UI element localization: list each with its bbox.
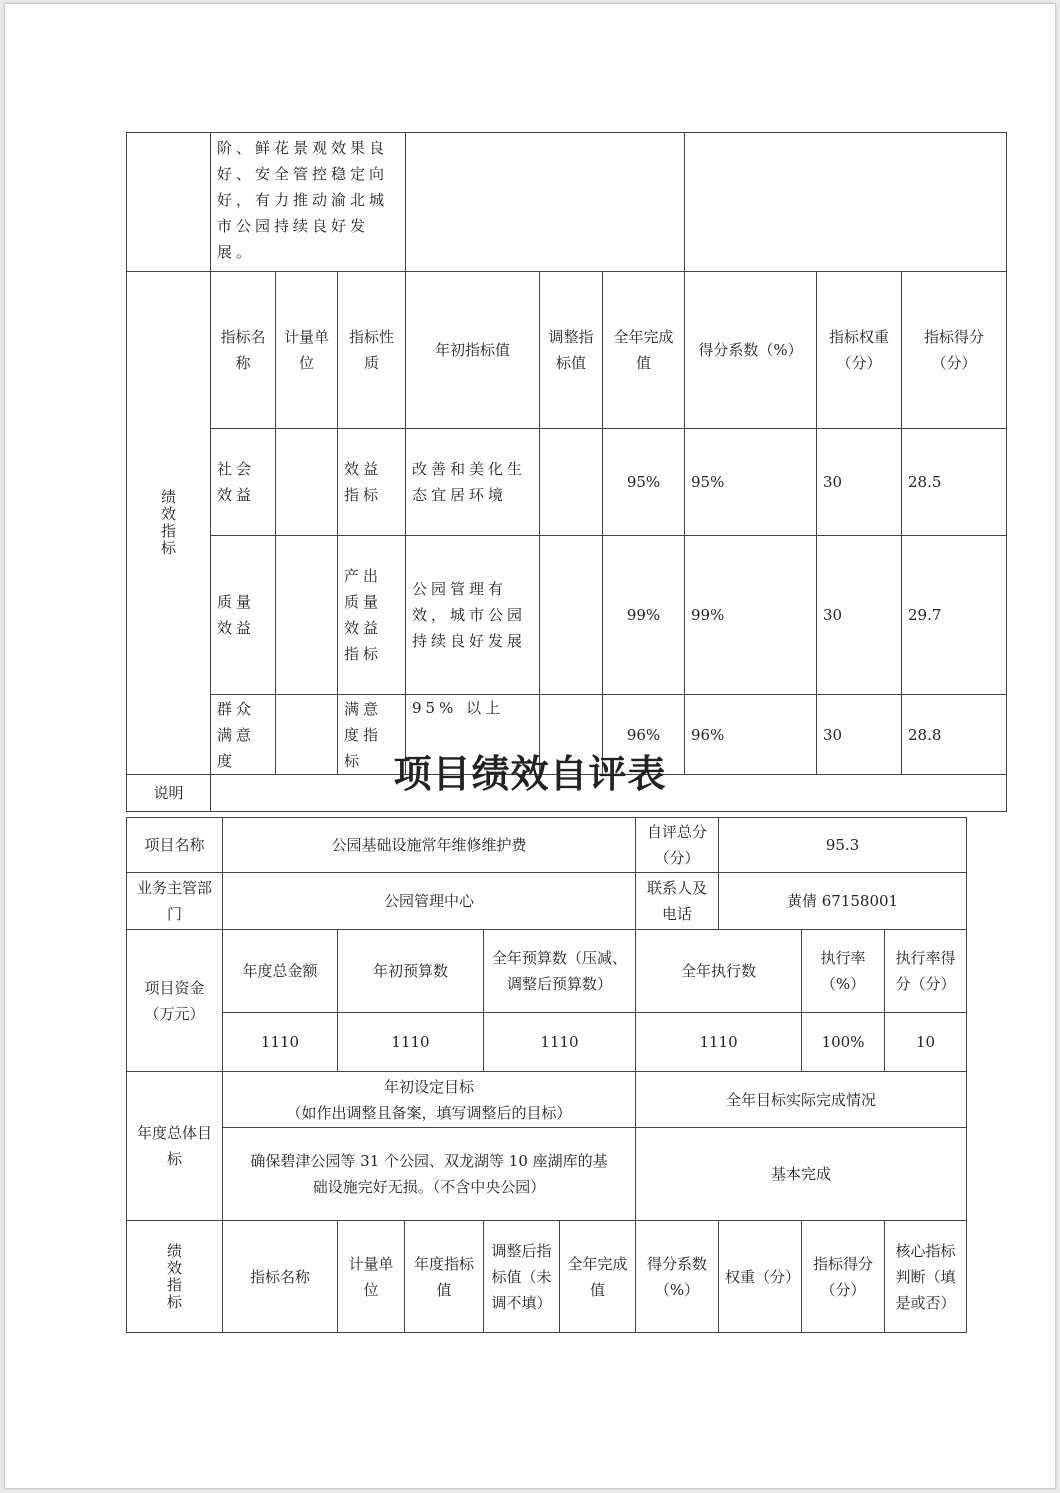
- contact: 黄倩 67158001: [719, 873, 967, 930]
- indicator-score: 28.5: [902, 429, 1007, 536]
- indicator-unit: [276, 429, 338, 536]
- indicator-name: 群众满意度: [211, 695, 276, 775]
- indicator-initial: 95% 以上: [406, 695, 540, 775]
- header-nature: 指标性质: [338, 272, 406, 429]
- indicator-coefficient: 95%: [685, 429, 817, 536]
- indicator-weight: 30: [817, 429, 902, 536]
- goal-actual: 基本完成: [636, 1128, 967, 1221]
- table-row: [127, 429, 1007, 536]
- indicator-initial: 公园管理有效，城市公园持续良好发展: [406, 536, 540, 695]
- header-initial-value: 年初指标值: [406, 272, 540, 429]
- funds-header-initial: 年初预算数: [338, 930, 484, 1013]
- funds-header-rate-score: 执行率得分（分）: [885, 930, 967, 1013]
- perf-header-coefficient: 得分系数（%）: [636, 1221, 719, 1333]
- perf-header-completed: 全年完成值: [560, 1221, 636, 1333]
- note-label: 说明: [127, 775, 211, 812]
- indicator-completed: 99%: [603, 536, 685, 695]
- goal-header: [223, 1072, 636, 1128]
- dept: 公园管理中心: [223, 873, 636, 930]
- page-title: 项目绩效自评表: [393, 752, 667, 796]
- project-name-label: 项目名称: [127, 818, 223, 873]
- indicator-unit: [276, 536, 338, 695]
- header-unit: 计量单位: [276, 272, 338, 429]
- performance-indicators-table-continued: [126, 132, 1007, 812]
- goal-text: 确保碧津公园等 31 个公园、双龙湖等 10 座湖库的基础设施完好无损。（不含中央公园）: [223, 1128, 636, 1221]
- goal-label: 年度总体目标: [127, 1072, 223, 1221]
- table-row: [127, 1013, 967, 1072]
- funds-total: 1110: [223, 1013, 338, 1072]
- funds-label: 项目资金（万元）: [127, 930, 223, 1072]
- header-score: 指标得分（分）: [902, 272, 1007, 429]
- dept-label: 业务主管部门: [127, 873, 223, 930]
- perf-header-adjusted-value: 调整后指标值（未调不填）: [484, 1221, 560, 1333]
- header-score-coefficient: 得分系数（%）: [685, 272, 817, 429]
- funds-annual-budget: 1110: [484, 1013, 636, 1072]
- indicator-nature: 满意度指标: [338, 695, 406, 775]
- indicator-coefficient: 99%: [685, 536, 817, 695]
- funds-header-executed: 全年执行数: [636, 930, 802, 1013]
- header-completed-value: 全年完成值: [603, 272, 685, 429]
- funds-rate-score: 10: [885, 1013, 967, 1072]
- self-score: 95.3: [719, 818, 967, 873]
- goal-text-continued: 阶、鲜花景观效果良好、安全管控稳定向好，有力推动渝北城市公园持续良好发展。: [211, 133, 406, 272]
- goal-actual-header: 全年目标实际完成情况: [636, 1072, 967, 1128]
- indicator-nature: 产出质量效益指标: [338, 536, 406, 695]
- contact-label: 联系人及电话: [636, 873, 719, 930]
- self-score-label: 自评总分（分）: [636, 818, 719, 873]
- indicator-adjusted: [540, 429, 603, 536]
- funds-header-annual-budget: 全年预算数（压减、调整后预算数）: [484, 930, 636, 1013]
- header-weight: 指标权重（分）: [817, 272, 902, 429]
- perf-indicator-label: 绩效指标: [127, 272, 211, 775]
- indicator-weight: 30: [817, 536, 902, 695]
- project-name: 公园基础设施常年维修维护费: [223, 818, 636, 873]
- header-indicator-name: 指标名称: [211, 272, 276, 429]
- funds-rate: 100%: [802, 1013, 885, 1072]
- perf-header-weight: 权重（分）: [719, 1221, 802, 1333]
- funds-executed: 1110: [636, 1013, 802, 1072]
- blank-cell: [406, 133, 685, 272]
- indicator-weight: 30: [817, 695, 902, 775]
- funds-header-rate: 执行率（%）: [802, 930, 885, 1013]
- perf-indicator-label: 绩效指标: [127, 1221, 223, 1333]
- indicator-coefficient: 96%: [685, 695, 817, 775]
- indicator-initial: 改善和美化生态宜居环境: [406, 429, 540, 536]
- indicator-completed: 96%: [603, 695, 685, 775]
- indicator-score: 28.8: [902, 695, 1007, 775]
- funds-header-total: 年度总金额: [223, 930, 338, 1013]
- indicator-completed: 95%: [603, 429, 685, 536]
- indicator-name: 质量效益: [211, 536, 276, 695]
- indicator-score: 29.7: [902, 536, 1007, 695]
- indicator-name: 社会效益: [211, 429, 276, 536]
- perf-header-core: 核心指标判断（填是或否）: [885, 1221, 967, 1333]
- perf-header-annual-value: 年度指标值: [405, 1221, 484, 1333]
- table-row: [127, 536, 1007, 695]
- header-adjusted-value: 调整指标值: [540, 272, 603, 429]
- funds-initial: 1110: [338, 1013, 484, 1072]
- goal-header-line2: （如作出调整且备案，填写调整后的目标）: [286, 1103, 572, 1122]
- perf-header-score: 指标得分（分）: [802, 1221, 885, 1333]
- blank-cell: [127, 133, 211, 272]
- perf-header-name: 指标名称: [223, 1221, 338, 1333]
- project-self-evaluation-table: [126, 817, 967, 1333]
- indicator-nature: 效益指标: [338, 429, 406, 536]
- goal-header-line1: 年初设定目标: [384, 1077, 475, 1096]
- blank-cell: [685, 133, 1007, 272]
- indicator-adjusted: [540, 536, 603, 695]
- perf-header-unit: 计量单位: [338, 1221, 405, 1333]
